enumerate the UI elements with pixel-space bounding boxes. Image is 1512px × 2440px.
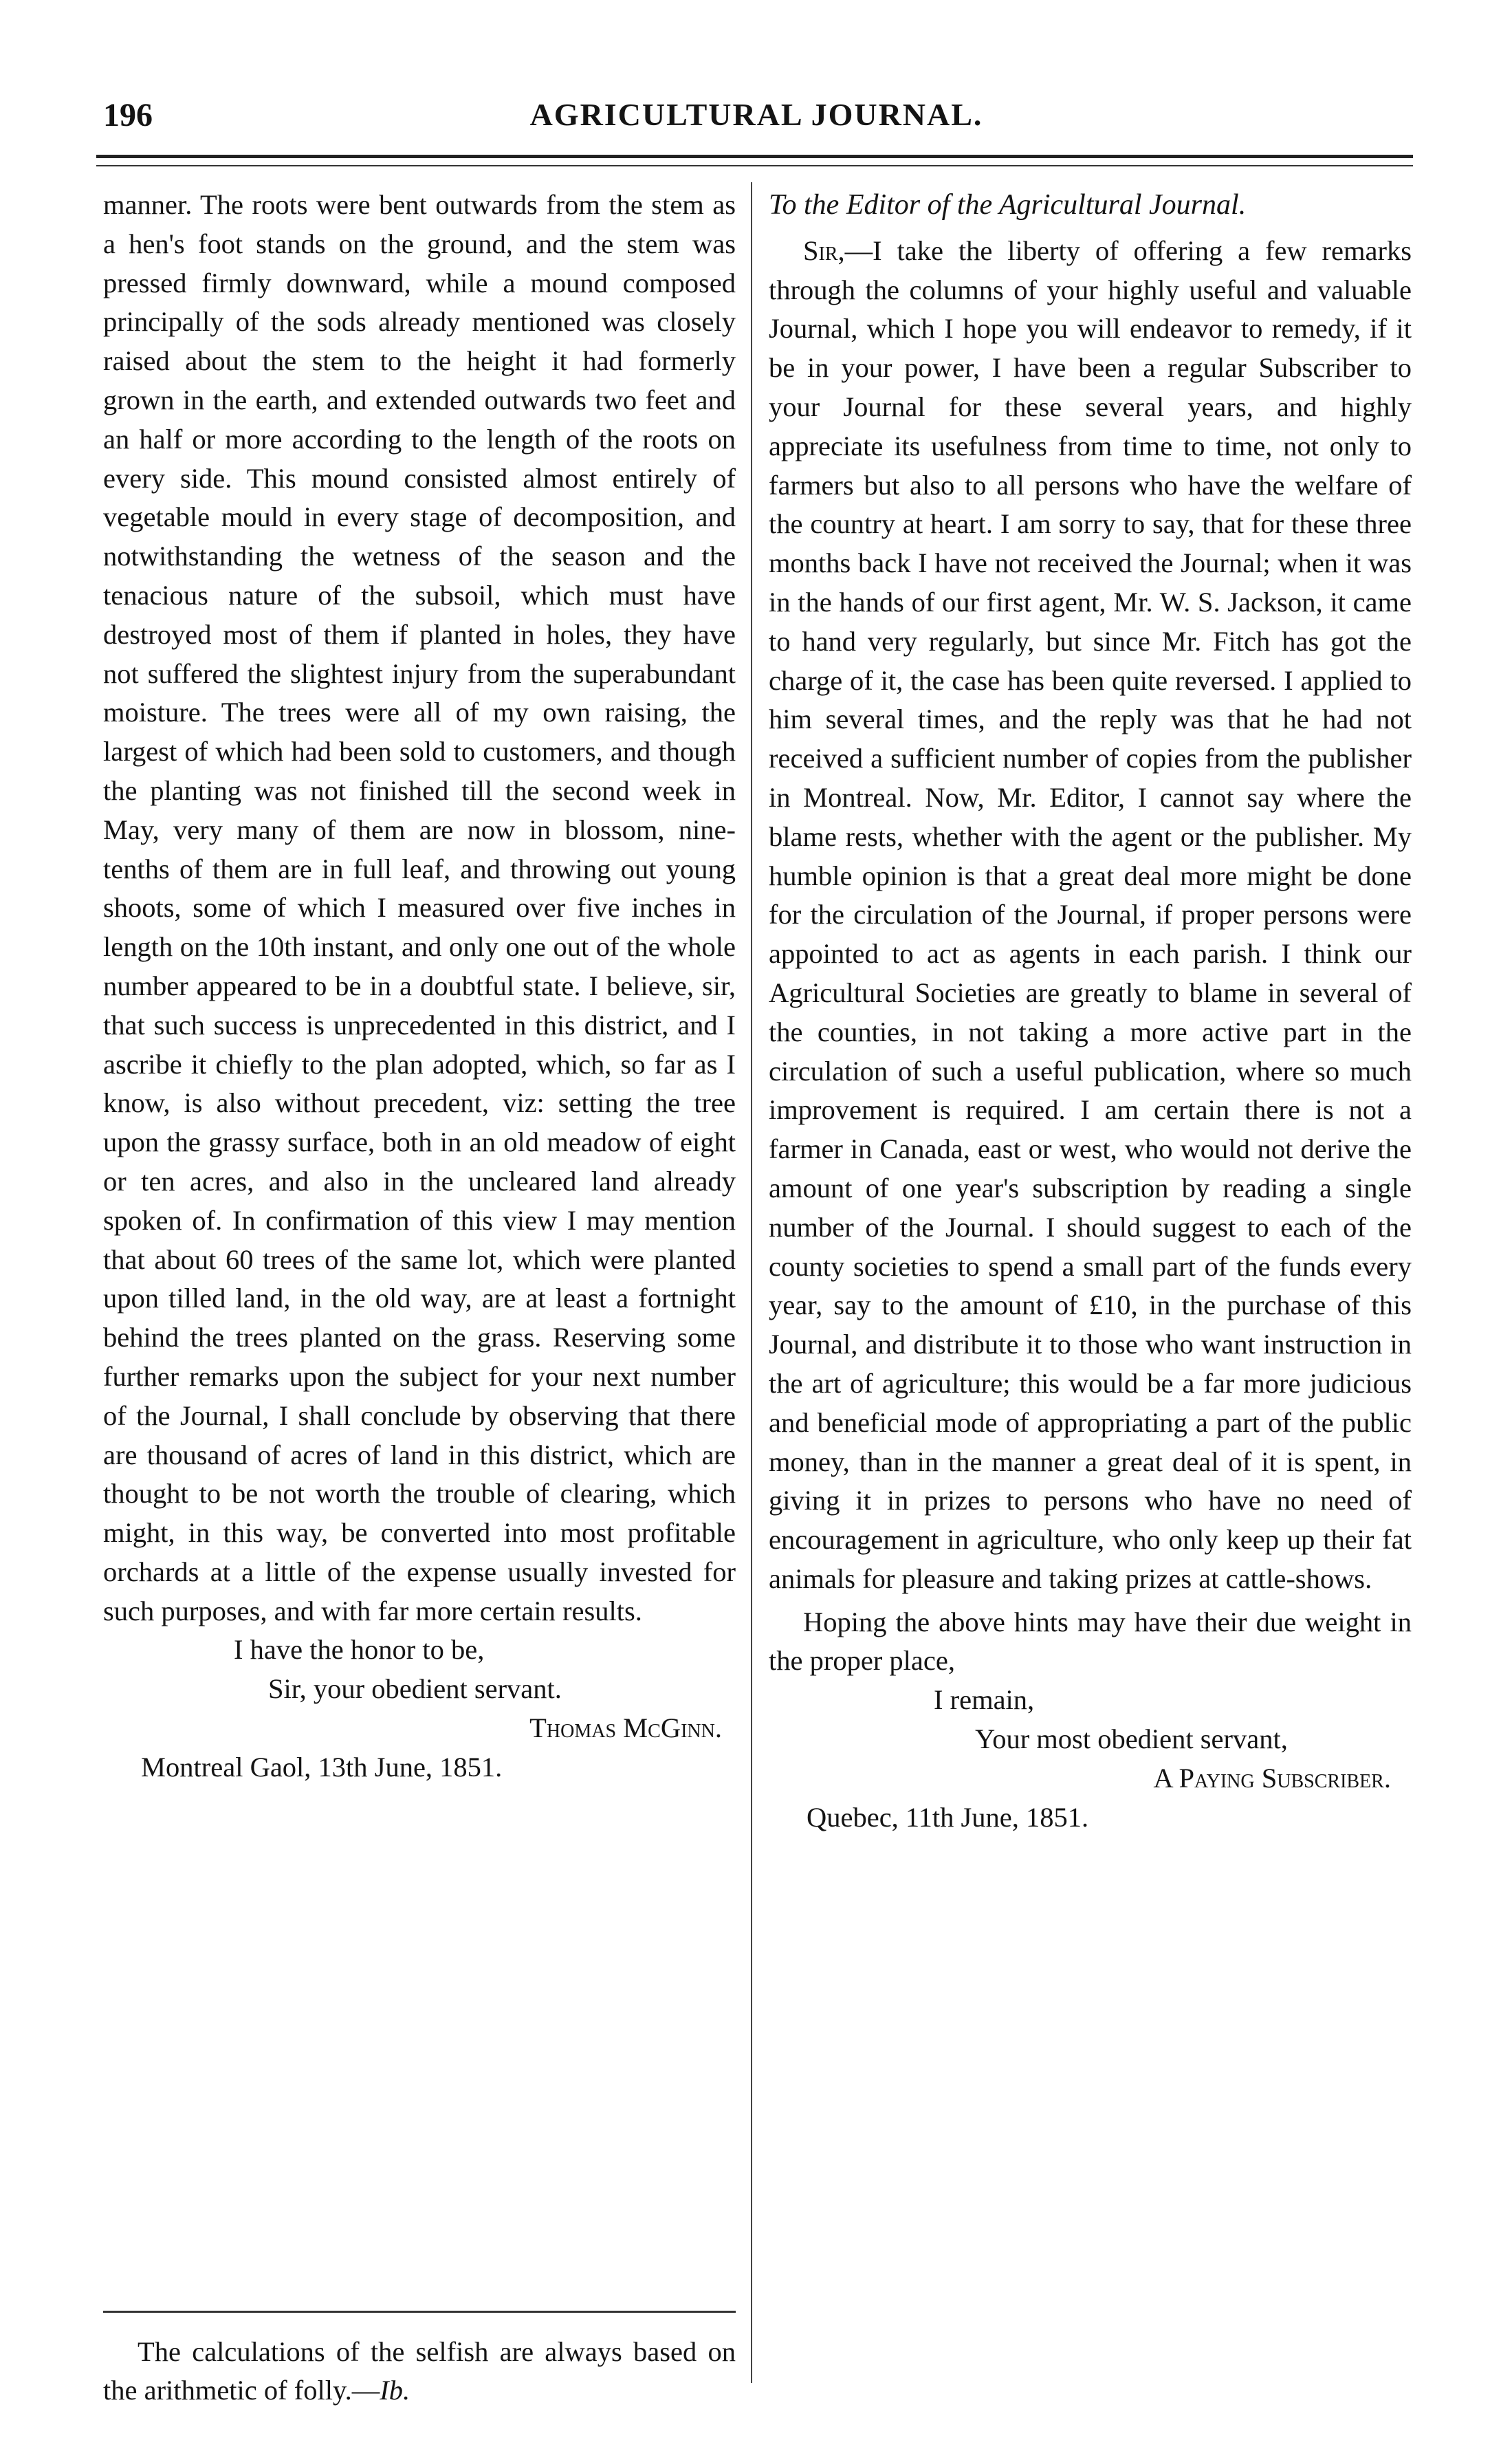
page-number: 196 [103, 97, 153, 133]
quote-text: The calculations of the selfish are always based on the arithmetic of folly.— [103, 2336, 736, 2406]
quote-block [103, 2333, 736, 2410]
salutation: Sir, [803, 235, 845, 266]
header-rule-thin [96, 165, 1413, 166]
letter-body-right [769, 232, 1412, 1599]
closing-line: I remain, [934, 1684, 1035, 1716]
signature: Thomas McGinn. [529, 1712, 722, 1744]
letter-body-final: Hoping the above hints may have their due weight in the proper place, [769, 1606, 1412, 1677]
closing-line: Your most obedient servant, [975, 1723, 1288, 1755]
closing-line: I have the honor to be, [234, 1634, 485, 1666]
place-date: Montreal Gaol, 13th June, 1851. [141, 1751, 503, 1783]
right-column [769, 186, 1412, 1837]
place-date: Quebec, 11th June, 1851. [807, 1801, 1089, 1833]
quote-source: Ib. [380, 2375, 410, 2406]
left-column [103, 186, 736, 1787]
header-rule [96, 155, 1413, 158]
letter-heading: To the Editor of the Agricultural Journal. [769, 189, 1247, 221]
letter-body-left: manner. The roots were bent outwards from the stem as a hen's foot stands on the ground, and the stem was pressed firmly downward, while a mound composed principally of the sods already mentioned was closely raised about the stem to the height it had formerly grown in the earth, and extended outwards two feet and an half or more according to the length of the roots on every side. This mound consisted almost entirely of vegetable mould in every stage of decomposition, and notwithstanding the wetness of the season and the tenacious nature of the subsoil, which must have destroyed most of them if planted in holes, they have not suffered the slightest injury from the superabundant moisture. The trees were all of my own raising, the largest of which had been sold to customers, and though the planting was not finished till the second week in May, very many of them are now in blossom, nine-tenths of them are in full leaf, and throwing out young shoots, some of which I measured over five inches in length on the 10th instant, and only one out of the whole number appeared to be in a doubtful state. I believe, sir, that such success is unprecedented in this district, and I ascribe it chiefly to the plan adopted, which, so far as I know, is also without precedent, viz: setting the tree upon the grassy surface, both in an old meadow of eight or ten acres, and also in the uncleared land already spoken of. In confirmation of this view I may mention that about 60 trees of the same lot, which were planted upon tilled land, in the old way, are at least a fortnight behind the trees planted on the grass. Reserving some further remarks upon the subject for your next number of the Journal, I shall conclude by observing that there are thousand of acres of land in this district, which are thought to be not worth the trouble of clearing, which might, in this way, be converted into most profitable orchards at a little of the expense usually invested for such purposes, and with far more certain results. [103, 189, 736, 1626]
running-title: AGRICULTURAL JOURNAL. [529, 97, 983, 132]
column-divider [751, 182, 752, 2383]
page-header [103, 96, 1410, 144]
closing-line: Sir, your obedient servant. [268, 1673, 562, 1705]
section-rule [103, 2311, 736, 2313]
signature: A Paying Subscriber. [1153, 1762, 1391, 1794]
letter-body-text: —I take the liberty of offering a few remarks through the columns of your highly useful and valuable Journal, which I hope you will endeavor to remedy, if it be in your power, I have been a regular Subscriber to your Journal for these several years, and highly appreciate its usefulness from time to time, not only to farmers but also to all persons who have the welfare of the country at heart. I am sorry to say, that for these three months back I have not received the Journal; when it was in the hands of our first agent, Mr. W. S. Jackson, it came to hand very regularly, but since Mr. Fitch has got the charge of it, the case has been quite reversed. I applied to him several times, and the reply was that he had not received a sufficient number of copies from the publisher in Montreal. Now, Mr. Editor, I cannot say where the blame rests, whether with the agent or the publisher. My humble opinion is that a great deal more might be done for the circulation of the Journal, if proper persons were appointed to act as agents in each parish. I think our Agricultural Societies are greatly to blame in several of the counties, in not taking a more active part in the circulation of such a useful publication, where so much improvement is required. I am certain there is not a farmer in Canada, east or west, who would not derive the amount of one year's subscription by reading a single number of the Journal. I should suggest to each of the county societies to spend a small part of the funds every year, say to the amount of £10, in the purchase of this Journal, and distribute it to those who want instruction in the art of agriculture; this would be a far more judicious and beneficial mode of appropriating a part of the public money, than in the manner a great deal of it is spent, in giving it in prizes to persons who have no need of encouragement in agriculture, who only keep up their fat animals for pleasure and taking prizes at cattle-shows. [769, 235, 1412, 1594]
